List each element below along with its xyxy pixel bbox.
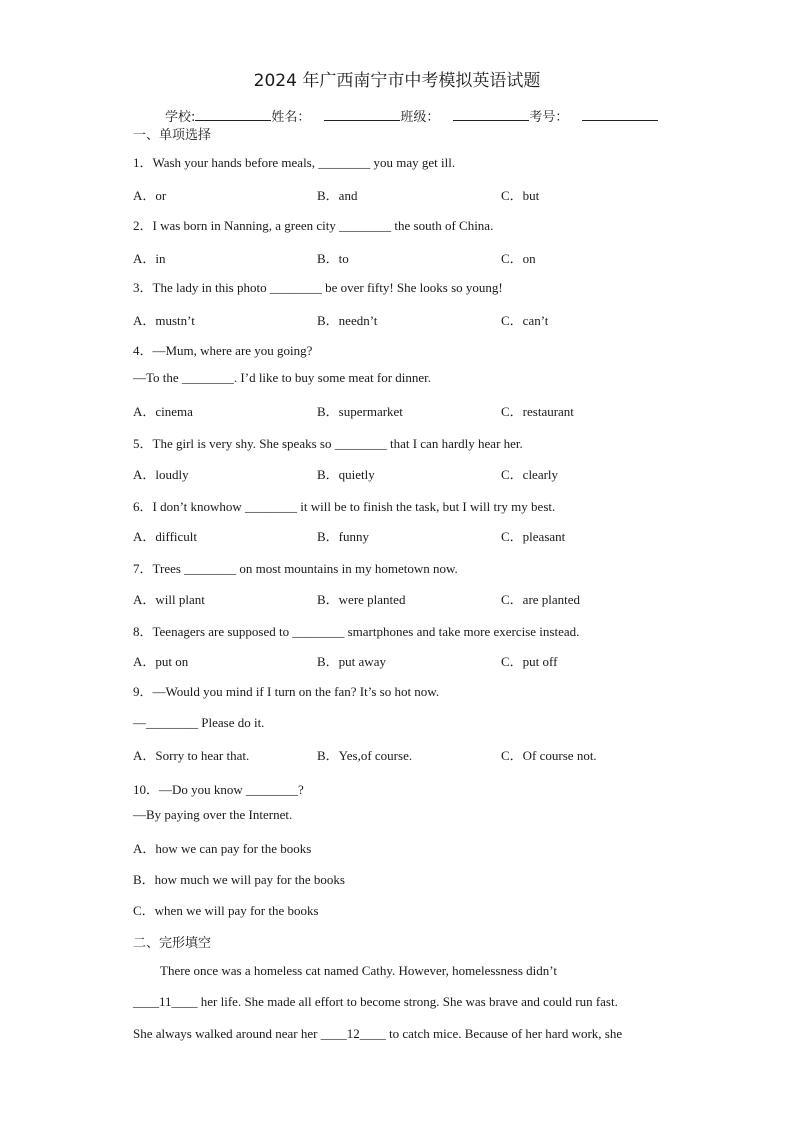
option-b[interactable]: B．quietly [317, 467, 375, 482]
question-stem: 7．Trees ________ on most mountains in my hometown now. [133, 561, 458, 576]
section-heading-2: 二、完形填空 [133, 936, 212, 951]
question-stem: 9．—Would you mind if I turn on the fan? It’s so hot now. [133, 684, 440, 699]
name-label: 姓名： [271, 110, 311, 125]
school-blank[interactable] [195, 108, 271, 121]
option-c[interactable]: C．pleasant [501, 529, 566, 544]
student-info-row [165, 106, 658, 125]
option-a[interactable]: A．how we can pay for the books [133, 841, 312, 856]
option-c[interactable]: C．put off [501, 654, 558, 669]
section-heading-1: 一、单项选择 [133, 128, 212, 143]
option-b[interactable]: B．funny [317, 529, 370, 544]
option-b[interactable]: B．supermarket [317, 404, 403, 419]
school-label: 学校: [165, 110, 196, 125]
option-c[interactable]: C．Of course not. [501, 748, 597, 763]
option-a[interactable]: A．cinema [133, 404, 193, 419]
option-a[interactable]: A．Sorry to hear that. [133, 748, 250, 763]
option-c[interactable]: C．but [501, 188, 540, 203]
question-dialogue: —To the ________. I’d like to buy some meat for dinner. [133, 370, 432, 385]
option-a[interactable]: A．or [133, 188, 167, 203]
option-b[interactable]: B．Yes,of course. [317, 748, 413, 763]
question-stem: 1．Wash your hands before meals, ________ you may get ill. [133, 155, 456, 170]
option-a[interactable]: A．put on [133, 654, 189, 669]
option-c[interactable]: C．when we will pay for the books [133, 903, 319, 918]
option-b[interactable]: B．how much we will pay for the books [133, 872, 345, 887]
option-b[interactable]: B．put away [317, 654, 386, 669]
passage-line: She always walked around near her ____12____ to catch mice. Because of her hard work, she [133, 1026, 623, 1041]
question-stem: 8．Teenagers are supposed to ________ smartphones and take more exercise instead. [133, 624, 580, 639]
question-stem: 10．—Do you know ________? [133, 782, 304, 797]
name-blank[interactable] [324, 108, 400, 121]
passage-line: There once was a homeless cat named Cathy. However, homelessness didn’t [160, 963, 557, 978]
page-title: 2024 年广西南宁市中考模拟英语试题 [253, 71, 541, 91]
class-label: 班级： [400, 110, 440, 125]
option-b[interactable]: B．were planted [317, 592, 406, 607]
number-label: 考号： [529, 110, 569, 125]
question-stem: 5．The girl is very shy. She speaks so ________ that I can hardly hear her. [133, 436, 523, 451]
option-b[interactable]: B．and [317, 188, 358, 203]
question-dialogue: —By paying over the Internet. [133, 807, 293, 822]
question-stem: 6．I don’t knowhow ________ it will be to finish the task, but I will try my best. [133, 499, 556, 514]
option-b[interactable]: B．to [317, 251, 349, 266]
class-blank[interactable] [453, 108, 529, 121]
option-a[interactable]: A．loudly [133, 467, 189, 482]
option-c[interactable]: C．restaurant [501, 404, 574, 419]
question-stem: 2．I was born in Nanning, a green city ________ the south of China. [133, 218, 494, 233]
question-dialogue: —________ Please do it. [133, 715, 265, 730]
option-a[interactable]: A．in [133, 251, 166, 266]
number-blank[interactable] [582, 108, 658, 121]
option-a[interactable]: A．will plant [133, 592, 205, 607]
option-c[interactable]: C．clearly [501, 467, 559, 482]
passage-line: ____11____ her life. She made all effort to become strong. She was brave and could run fast. [133, 994, 618, 1009]
option-a[interactable]: A．mustn’t [133, 313, 195, 328]
option-c[interactable]: C．are planted [501, 592, 581, 607]
option-c[interactable]: C．on [501, 251, 536, 266]
question-stem: 4．—Mum, where are you going? [133, 343, 313, 358]
question-stem: 3．The lady in this photo ________ be over fifty! She looks so young! [133, 280, 503, 295]
option-b[interactable]: B．needn’t [317, 313, 378, 328]
option-c[interactable]: C．can’t [501, 313, 549, 328]
option-a[interactable]: A．difficult [133, 529, 198, 544]
